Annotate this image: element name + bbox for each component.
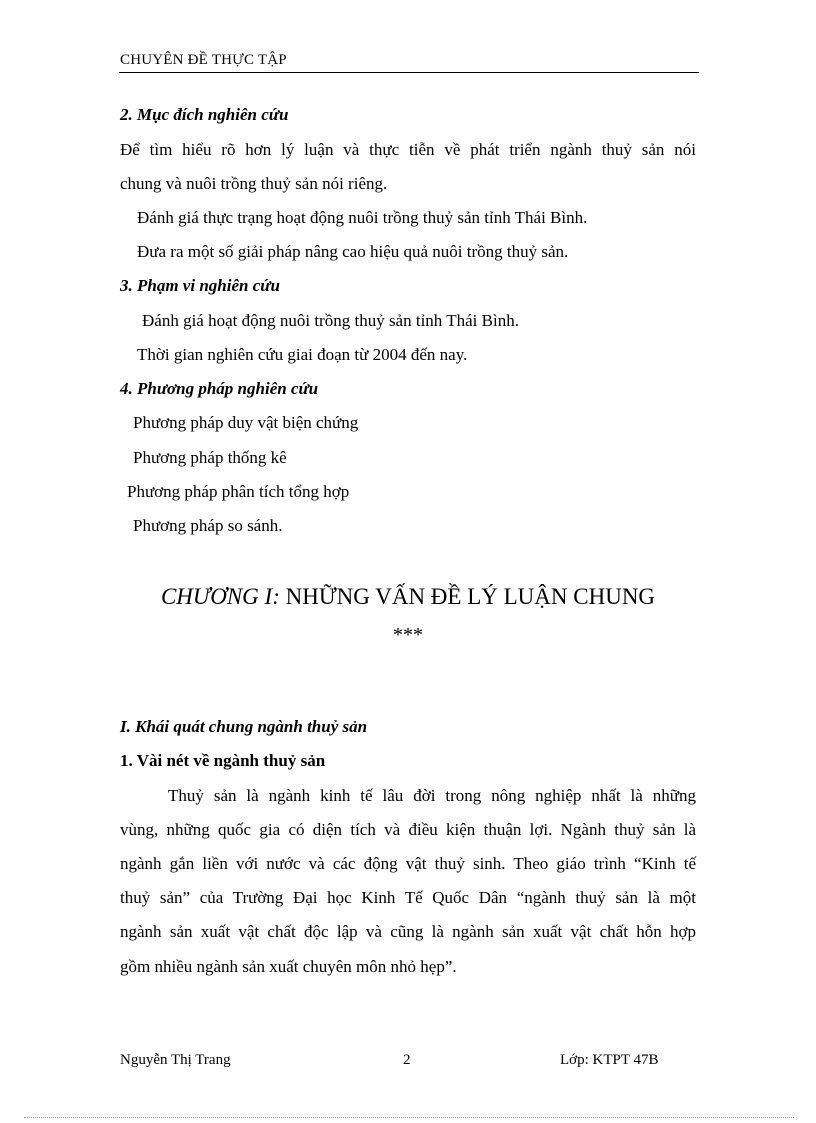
part-heading: I. Khái quát chung ngành thuỷ sản: [120, 717, 368, 736]
paragraph-line: Đánh giá hoạt động nuôi trồng thuỷ sản tỉnh Thái Bình.: [142, 311, 519, 330]
method-item: Phương pháp so sánh.: [133, 516, 283, 535]
paragraph-line: Thuỷ sản là ngành kinh tế lâu đời trong nông nghiệp nhất là những: [168, 786, 696, 805]
header-divider: [119, 72, 699, 73]
method-item: Phương pháp thống kê: [133, 448, 287, 467]
paragraph-line: ngành gắn liền với nước và các động vật thuỷ sinh. Theo giáo trình “Kinh tế: [120, 854, 696, 873]
paragraph-line: vùng, những quốc gia có diện tích và điều kiện thuận lợi. Ngành thuỷ sản là: [120, 820, 696, 839]
paragraph-line: Thời gian nghiên cứu giai đoạn từ 2004 đến nay.: [137, 345, 468, 364]
paragraph-line: Đưa ra một số giải pháp nâng cao hiệu quả nuôi trồng thuỷ sản.: [137, 242, 569, 261]
paragraph-line: chung và nuôi trồng thuỷ sản nói riêng.: [120, 174, 388, 193]
footer-author: Nguyễn Thị Trang: [120, 1052, 231, 1068]
chapter-label: CHƯƠNG I:: [160, 584, 280, 609]
paragraph-line: thuỷ sản” của Trường Đại học Kinh Tế Quốc Dân “ngành thuỷ sản là một: [120, 888, 696, 907]
chapter-title: [0, 584, 816, 610]
section-heading-scope: 3. Phạm vi nghiên cứu: [120, 276, 280, 295]
footer-page-number: 2: [403, 1052, 411, 1068]
footer-class: Lớp: KTPT 47B: [560, 1052, 659, 1068]
section-heading-purpose: 2. Mục đích nghiên cứu: [120, 105, 289, 124]
chapter-name: NHỮNG VẤN ĐỀ LÝ LUẬN CHUNG: [279, 584, 656, 609]
paragraph-line: Để tìm hiểu rõ hơn lý luận và thực tiễn về phát triển ngành thuỷ sản nói: [120, 140, 696, 159]
paragraph-line: ngành sản xuất vật chất độc lập và cũng là ngành sản xuất vật chất hỗn hợp: [120, 922, 696, 941]
page-bottom-edge: [24, 1117, 794, 1118]
subsection-heading: 1. Vài nét về ngành thuỷ sản: [120, 751, 326, 770]
chapter-separator: ***: [393, 624, 423, 646]
paragraph-line: gồm nhiều ngành sản xuất chuyên môn nhỏ hẹp”.: [120, 957, 457, 976]
method-item: Phương pháp phân tích tổng hợp: [127, 482, 350, 501]
page-header: CHUYÊN ĐỀ THỰC TẬP: [120, 52, 287, 68]
section-heading-method: 4. Phương pháp nghiên cứu: [120, 379, 319, 398]
paragraph-line: Đánh giá thực trạng hoạt động nuôi trồng thuỷ sản tỉnh Thái Bình.: [137, 208, 588, 227]
method-item: Phương pháp duy vật biện chứng: [133, 413, 359, 432]
